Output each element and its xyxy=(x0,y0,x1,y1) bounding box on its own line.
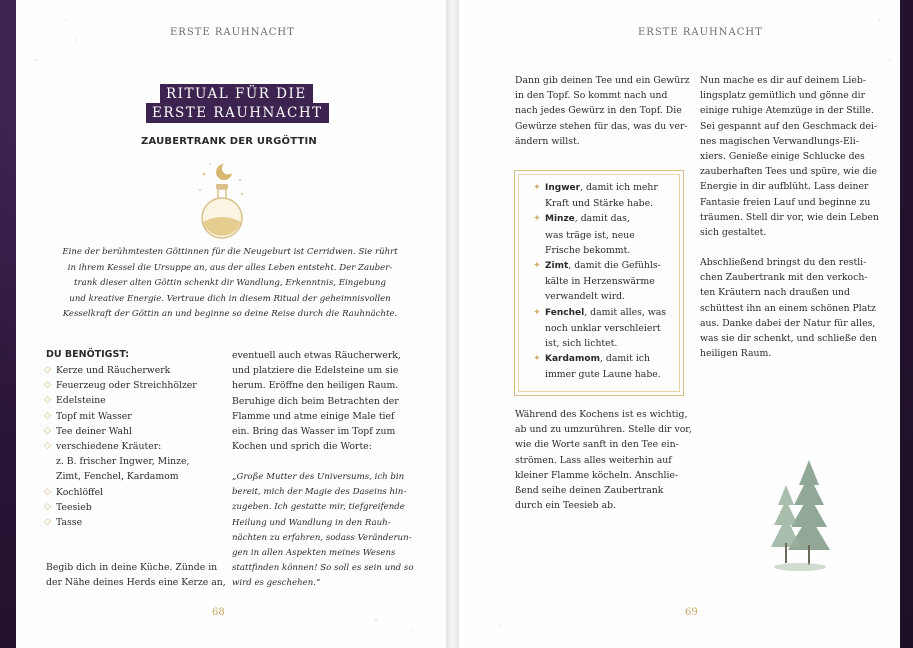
quote-text xyxy=(232,470,414,592)
text-line: Abschließend bringst du den restli- xyxy=(700,257,867,268)
body-paragraph-2 xyxy=(515,407,692,513)
list-item-continuation: was träge ist, neue xyxy=(545,229,635,241)
ingredients-list xyxy=(44,363,197,530)
list-item-continuation: verwandelt wird. xyxy=(545,291,626,303)
diamond-icon: ◇ xyxy=(44,425,51,436)
body-column-2-paragraph-2 xyxy=(700,255,877,361)
diamond-icon: ◇ xyxy=(44,501,51,512)
list-item: ◇ Tasse xyxy=(44,515,197,530)
list-item: ✦ Zimt, damit die Gefühls- xyxy=(533,258,666,274)
list-item: ◇ Teesieb xyxy=(44,500,197,515)
title-line-2: ERSTE RAUHNACHT xyxy=(146,103,329,123)
text-line: ein. Bring das Wasser im Topf zum xyxy=(232,426,396,438)
body-paragraph-1 xyxy=(515,73,690,149)
text-line: Fantasie freien Lauf und beginne zu xyxy=(700,196,871,208)
diamond-icon: ◇ xyxy=(44,380,51,391)
text-line: zauberhaften Tees und spüre, wie die xyxy=(700,166,877,178)
intro-line: in ihrem Kessel die Ursuppe an, aus der alles Leben entsteht. Der Zauber- xyxy=(67,262,393,273)
quote-line: bereit, mich der Magie des Daseins hin- xyxy=(232,487,407,498)
potion-bottle-icon xyxy=(194,160,250,242)
text-line: Sei gespannt auf den Geschmack dei- xyxy=(700,120,878,132)
text-line: heiligen Raum. xyxy=(700,348,772,360)
list-item: ◇ Edelsteine xyxy=(44,393,197,408)
list-item: ◇ Feuerzeug oder Streichhölzer xyxy=(44,378,197,393)
text-line: Während des Kochens ist es wichtig, xyxy=(515,409,688,420)
quote-line: gen in allen Aspekten meines Wesens xyxy=(232,548,396,559)
list-item-continuation: ist, sich lichtet. xyxy=(545,338,618,350)
intro-text xyxy=(60,245,400,323)
running-header: ERSTE RAUHNACHT xyxy=(170,27,295,38)
sparkle-bullet-icon: ✦ xyxy=(533,306,541,318)
list-item: ◇ Kochlöffel xyxy=(44,485,197,500)
diamond-icon: ◇ xyxy=(44,517,51,528)
page-number: 68 xyxy=(212,607,225,618)
quote-line: stattfinden können! So soll es sein und so xyxy=(232,563,414,574)
quote-line: Heilung und Wandlung in den Rauh- xyxy=(232,517,391,528)
intro-line: trank dieser alten Göttin schenkt dir Wandlung, Erkenntnis, Eingebung xyxy=(74,278,386,288)
diamond-icon: ◇ xyxy=(44,441,51,452)
text-line: der Nähe deines Herds eine Kerze an, xyxy=(46,577,226,589)
list-item: ◇ verschiedene Kräuter: xyxy=(44,439,197,454)
text-line: ab und zu umzurühren. Stelle dir vor, xyxy=(515,424,692,436)
book-gutter xyxy=(446,0,459,648)
spice-list xyxy=(533,180,666,383)
text-line: aus. Danke dabei der Natur für alles, xyxy=(700,317,876,329)
text-line: Dann gib deinen Tee und ein Gewürz xyxy=(515,75,690,86)
sparkle-bullet-icon: ✦ xyxy=(533,182,541,193)
quote-line: nächten zu erfahren, sodass Veränderun- xyxy=(232,532,412,543)
diamond-icon: ◇ xyxy=(44,365,51,375)
list-item-continuation: Kraft und Stärke habe. xyxy=(545,198,654,210)
intro-line: Eine der berühmtesten Göttinnen für die Neugeburt ist Cerridwen. Sie rührt xyxy=(62,247,398,257)
text-line: ten Kräutern nach draußen und xyxy=(700,287,850,299)
right-page xyxy=(459,0,900,648)
text-line: Begib dich in deine Küche. Zünde in xyxy=(46,562,218,573)
list-item-continuation: Frische bekommt. xyxy=(545,244,631,256)
list-heading: DU BENÖTIGST: xyxy=(46,349,130,360)
quote-line: „Große Mutter des Universums, ich bin xyxy=(232,472,405,482)
intro-line: Kesselkraft der Göttin an und beginne so deine Reise durch die Rauhnächte. xyxy=(62,309,398,319)
sparkle-bullet-icon: ✦ xyxy=(533,353,541,365)
list-item: ◇ Kerze und Räucherwerk xyxy=(44,363,197,378)
text-line: Kochen und sprich die Worte: xyxy=(232,441,372,453)
quote-line: zugeben. Ich gestatte mir, tiefgreifende xyxy=(232,502,405,513)
text-line: Beruhige dich beim Betrachten der xyxy=(232,395,399,407)
text-line: nach jedes Gewürz in den Topf. Die xyxy=(515,105,682,117)
text-line: träumen. Stell dir vor, wie dein Leben xyxy=(700,211,879,223)
quote-line: wird es geschehen.“ xyxy=(232,578,321,589)
list-item: ✦ Minze, damit das, xyxy=(533,211,666,227)
text-line: in den Topf. So kommt nach und xyxy=(515,90,668,102)
title-line-1: RITUAL FÜR DIE xyxy=(160,84,313,104)
sparkle-bullet-icon: ✦ xyxy=(533,260,541,272)
list-item-continuation: immer gute Laune habe. xyxy=(545,369,661,381)
text-line: kleiner Flamme köcheln. Anschlie- xyxy=(515,469,679,481)
list-item-continuation: kälte in Herzenswärme xyxy=(545,276,655,288)
text-line: Energie in dir aufblüht. Lass deiner xyxy=(700,181,869,193)
page-number: 69 xyxy=(685,607,698,618)
running-header: ERSTE RAUHNACHT xyxy=(638,27,763,38)
sparkle-bullet-icon: ✦ xyxy=(533,213,541,225)
body-text-bottom xyxy=(46,560,226,590)
list-item-continuation: z. B. frischer Ingwer, Minze, xyxy=(56,456,190,468)
text-line: nes magischen Verwandlungs-Eli- xyxy=(700,135,859,147)
text-line: chen Zaubertrank mit den verkoch- xyxy=(700,272,868,284)
text-line: xiers. Genieße einige Schlucke des xyxy=(700,151,865,163)
text-line: was sie dir schenkt, und schließe den xyxy=(700,333,877,345)
list-item: ✦ Ingwer, damit ich mehr xyxy=(533,180,666,196)
text-line: lingsplatz gemütlich und gönne dir xyxy=(700,90,866,102)
body-column-2 xyxy=(232,348,400,454)
list-item-continuation: noch unklar verschleiert xyxy=(545,322,661,334)
list-item-continuation: Zimt, Fenchel, Kardamom xyxy=(56,471,179,483)
fir-trees-illustration xyxy=(764,455,844,575)
diamond-icon: ◇ xyxy=(44,395,51,406)
text-line: ändern willst. xyxy=(515,135,580,147)
left-page xyxy=(16,0,446,648)
list-item: ◇ Tee deiner Wahl xyxy=(44,424,197,439)
subtitle: ZAUBERTRANK DER URGÖTTIN xyxy=(141,136,317,147)
text-line: Flamme und atme einige Male tief xyxy=(232,410,395,422)
text-line: ßend seihe deinen Zaubertrank xyxy=(515,485,664,497)
text-line: einige ruhige Atemzüge in der Stille. xyxy=(700,105,874,117)
text-line: durch ein Teesieb ab. xyxy=(515,500,617,512)
text-line: und platziere die Edelsteine um sie xyxy=(232,365,399,377)
text-line: eventuell auch etwas Räucherwerk, xyxy=(232,350,401,361)
text-line: Nun mache es dir auf deinem Lieb- xyxy=(700,75,866,86)
list-item: ✦ Kardamom, damit ich xyxy=(533,351,666,367)
diamond-icon: ◇ xyxy=(44,410,51,421)
text-line: Gewürze stehen für das, was du ver- xyxy=(515,120,688,132)
intro-line: und kreative Energie. Vertraue dich in diesem Ritual der geheimnisvollen xyxy=(69,293,391,304)
text-line: herum. Eröffne den heiligen Raum. xyxy=(232,380,399,392)
diamond-icon: ◇ xyxy=(44,486,51,497)
body-column-2-paragraph-1 xyxy=(700,73,879,240)
list-item: ✦ Fenchel, damit alles, was xyxy=(533,305,666,321)
text-line: strömen. Lass alles weiterhin auf xyxy=(515,454,672,466)
text-line: sich gestaltet. xyxy=(700,227,767,239)
text-line: wie die Worte sanft in den Tee ein- xyxy=(515,439,679,451)
list-item: ◇ Topf mit Wasser xyxy=(44,409,197,424)
text-line: schüttest ihn an einem schönen Platz xyxy=(700,302,876,314)
